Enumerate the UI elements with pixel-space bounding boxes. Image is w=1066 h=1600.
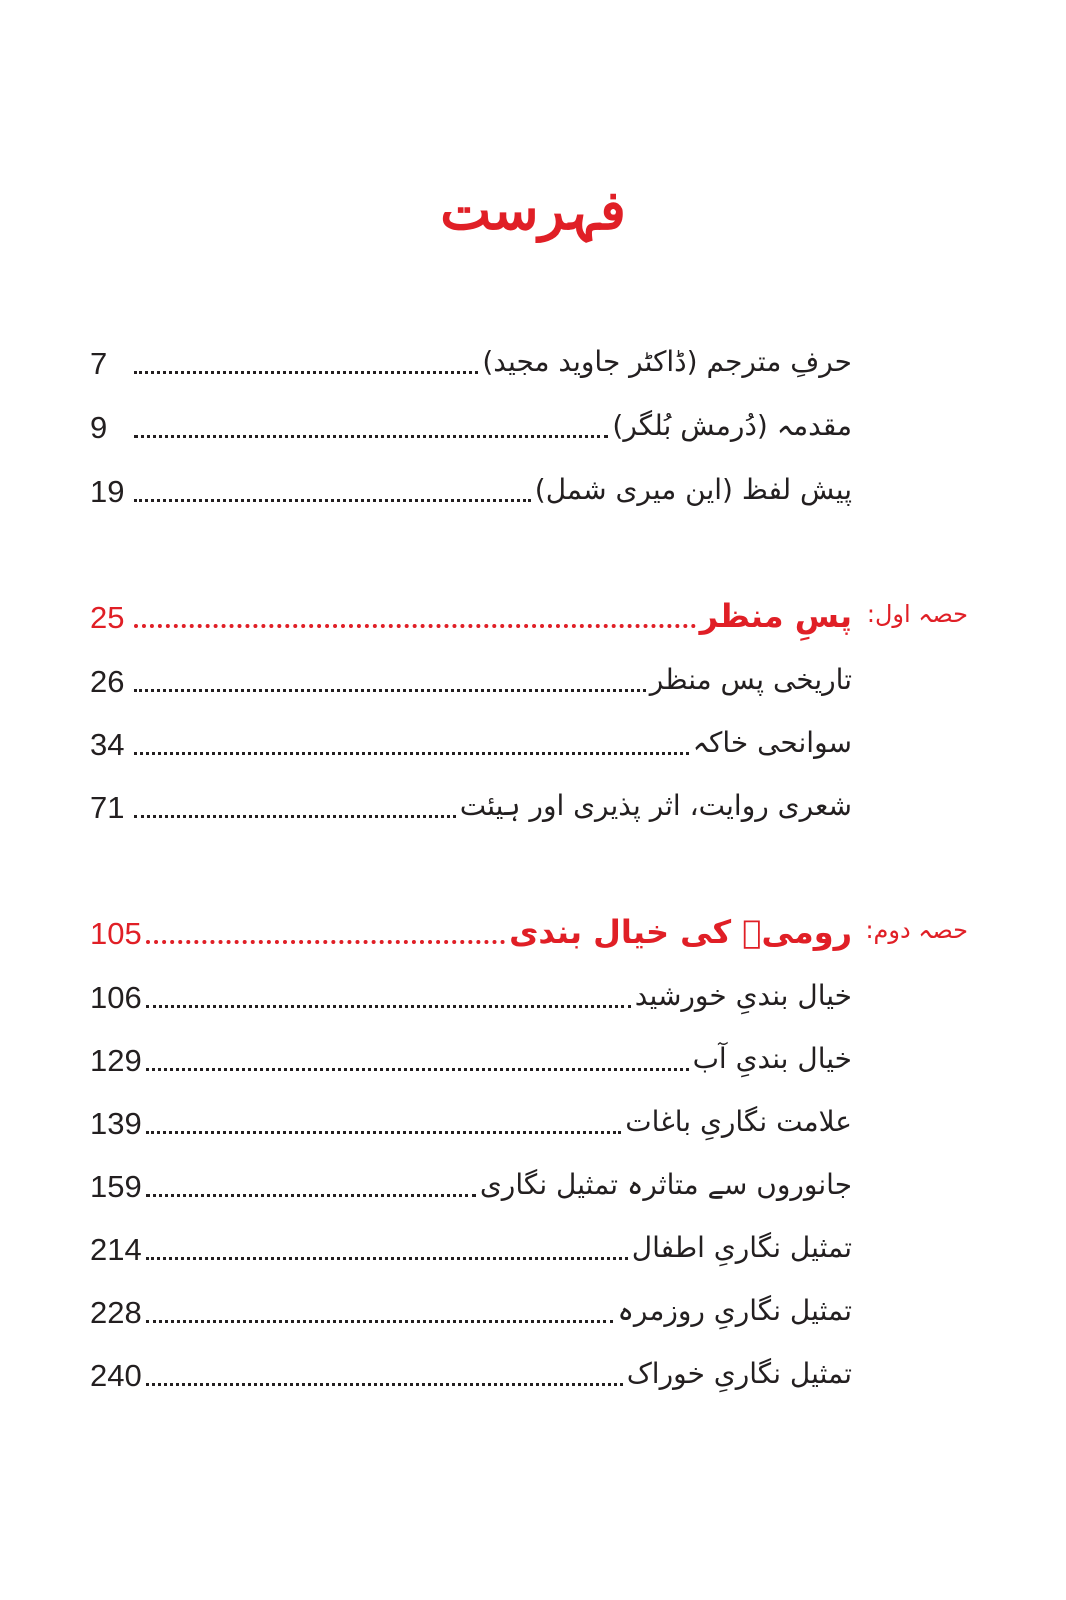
toc-entry-page: 34 xyxy=(90,727,125,762)
toc-entry-page: 214 xyxy=(90,1232,142,1267)
toc-entry[interactable] xyxy=(90,1159,852,1207)
toc-entry[interactable] xyxy=(90,780,852,828)
toc-entry-label: حرفِ مترجم (ڈاکٹر جاوید مجید) xyxy=(482,345,852,378)
dot-leader xyxy=(134,689,646,692)
toc-entry-page: 9 xyxy=(90,410,108,445)
toc-entry[interactable] xyxy=(90,654,852,702)
dot-leader xyxy=(146,1257,628,1260)
toc-entry[interactable] xyxy=(90,1096,852,1144)
toc-entry-page: 240 xyxy=(90,1358,142,1393)
toc-entry-label: خیال بندیِ آب xyxy=(692,1042,852,1075)
toc-entry-label: جانوروں سے متاثرہ تمثیل نگاری xyxy=(479,1168,852,1201)
toc-entry-page: 106 xyxy=(90,980,142,1015)
toc-entry[interactable] xyxy=(90,400,852,448)
toc-entry-page: 19 xyxy=(90,474,125,509)
toc-entry[interactable] xyxy=(90,464,852,512)
toc-entry-label: سوانحی خاکہ xyxy=(692,726,852,759)
toc-entry-label: علامت نگاریِ باغات xyxy=(625,1105,852,1138)
dot-leader xyxy=(146,1320,614,1323)
toc-entry[interactable] xyxy=(90,336,852,384)
toc-entry-label: تاریخی پس منظر xyxy=(649,663,852,696)
toc-section-page: 105 xyxy=(90,916,142,951)
toc-entry-page: 129 xyxy=(90,1043,142,1078)
toc-entry-label: تمثیل نگاریِ خوراک xyxy=(626,1357,852,1390)
toc-entry[interactable] xyxy=(90,1033,852,1081)
toc-entry-label: پیش لفظ (این میری شمل) xyxy=(534,473,852,506)
toc-entry-label: تمثیل نگاریِ اطفال xyxy=(631,1231,852,1264)
toc-section-part-two[interactable] xyxy=(90,906,852,954)
toc-entry[interactable] xyxy=(90,1285,852,1333)
toc-entry-page: 228 xyxy=(90,1295,142,1330)
toc-entry[interactable] xyxy=(90,717,852,765)
dot-leader xyxy=(146,1068,689,1071)
dot-leader xyxy=(134,371,478,374)
toc-section-page: 25 xyxy=(90,600,125,635)
toc-entry-page: 159 xyxy=(90,1169,142,1204)
dot-leader xyxy=(146,940,505,944)
toc-entry-page: 26 xyxy=(90,664,125,699)
part-one-label: حصہ اول: xyxy=(866,600,968,628)
toc-entry[interactable] xyxy=(90,1348,852,1396)
dot-leader xyxy=(134,815,456,818)
page-title: فہرست xyxy=(440,178,626,242)
dot-leader xyxy=(134,499,531,502)
dot-leader xyxy=(134,435,608,438)
toc-section-part-one[interactable] xyxy=(90,590,852,638)
toc-entry-label: شعری روایت، اثر پذیری اور ہیئت xyxy=(459,789,852,822)
dot-leader xyxy=(134,624,696,628)
toc-section-label: رومیؒ کی خیال بندی xyxy=(509,913,852,951)
toc-entry-label: مقدمہ (دُرمش بُلگر) xyxy=(612,409,852,442)
dot-leader xyxy=(146,1383,623,1386)
toc-entry-page: 7 xyxy=(90,346,108,381)
dot-leader xyxy=(146,1194,476,1197)
toc-entry-page: 71 xyxy=(90,790,125,825)
toc-entry[interactable] xyxy=(90,970,852,1018)
toc-entry[interactable] xyxy=(90,1222,852,1270)
toc-entry-label: تمثیل نگاریِ روزمرہ xyxy=(617,1294,852,1327)
toc-entry-label: خیال بندیِ خورشید xyxy=(634,979,852,1012)
part-two-label: حصہ دوم: xyxy=(865,916,968,944)
toc-section-label: پسِ منظر xyxy=(699,597,852,635)
dot-leader xyxy=(134,752,689,755)
dot-leader xyxy=(146,1005,631,1008)
dot-leader xyxy=(146,1131,621,1134)
toc-entry-page: 139 xyxy=(90,1106,142,1141)
